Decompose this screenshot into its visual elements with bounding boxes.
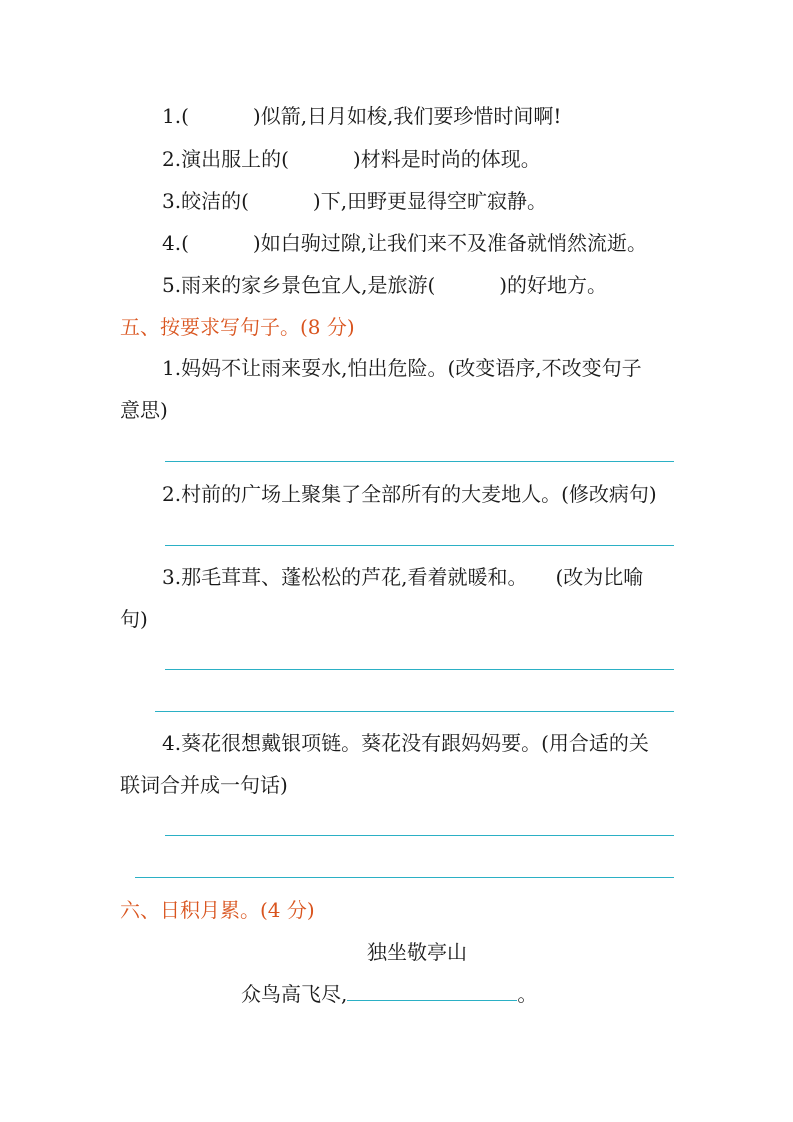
section-6-heading: 六、日积月累。(4 分) bbox=[120, 898, 315, 922]
item-text: 3.皎洁的( bbox=[162, 189, 249, 213]
question-4-line1: 4.葵花很想戴银项链。葵花没有跟妈妈要。(用合适的关 bbox=[162, 731, 649, 755]
question-2-line1: 2.村前的广场上聚集了全部所有的大麦地人。(修改病句) bbox=[162, 482, 657, 506]
question-4-line2: 联词合并成一句话) bbox=[120, 773, 288, 797]
answer-line[interactable] bbox=[155, 711, 674, 712]
fill-item-2 bbox=[162, 145, 541, 173]
answer-line[interactable] bbox=[165, 669, 674, 670]
item-text: )材料是时尚的体现。 bbox=[352, 147, 541, 171]
fill-item-5 bbox=[162, 271, 607, 299]
poem-title: 独坐敬亭山 bbox=[367, 940, 467, 964]
poem-answer-blank[interactable] bbox=[347, 980, 517, 1001]
item-text: )的好地方。 bbox=[499, 273, 608, 297]
answer-line[interactable] bbox=[135, 877, 674, 878]
poem-text: 众鸟高飞尽, bbox=[241, 982, 348, 1006]
answer-line[interactable] bbox=[165, 545, 674, 546]
answer-line[interactable] bbox=[165, 835, 674, 836]
item-text: )下,田野更显得空旷寂静。 bbox=[312, 189, 548, 213]
item-text: 4.( bbox=[162, 231, 189, 255]
question-3-line2: 句) bbox=[120, 607, 148, 631]
item-text: )似箭,日月如梭,我们要珍惜时间啊! bbox=[252, 104, 562, 128]
question-text: 3.那毛茸茸、蓬松松的芦花,看着就暖和。 bbox=[162, 565, 528, 589]
answer-line[interactable] bbox=[165, 461, 674, 462]
item-text: 2.演出服上的( bbox=[162, 147, 289, 171]
question-1-line1: 1.妈妈不让雨来耍水,怕出危险。(改变语序,不改变句子 bbox=[162, 356, 642, 380]
fill-item-3 bbox=[162, 187, 547, 215]
poem-line bbox=[241, 980, 537, 1008]
section-5-heading: 五、按要求写句子。(8 分) bbox=[120, 315, 355, 339]
question-3-line1 bbox=[162, 563, 643, 591]
item-text: 1.( bbox=[162, 104, 189, 128]
question-1-line2: 意思) bbox=[120, 398, 168, 422]
fill-item-4 bbox=[162, 229, 647, 257]
question-instruction: (改为比喻 bbox=[555, 565, 644, 589]
poem-punctuation: 。 bbox=[517, 982, 538, 1006]
item-text: )如白驹过隙,让我们来不及准备就悄然流逝。 bbox=[252, 231, 648, 255]
fill-item-1 bbox=[162, 102, 561, 130]
item-text: 5.雨来的家乡景色宜人,是旅游( bbox=[162, 273, 436, 297]
